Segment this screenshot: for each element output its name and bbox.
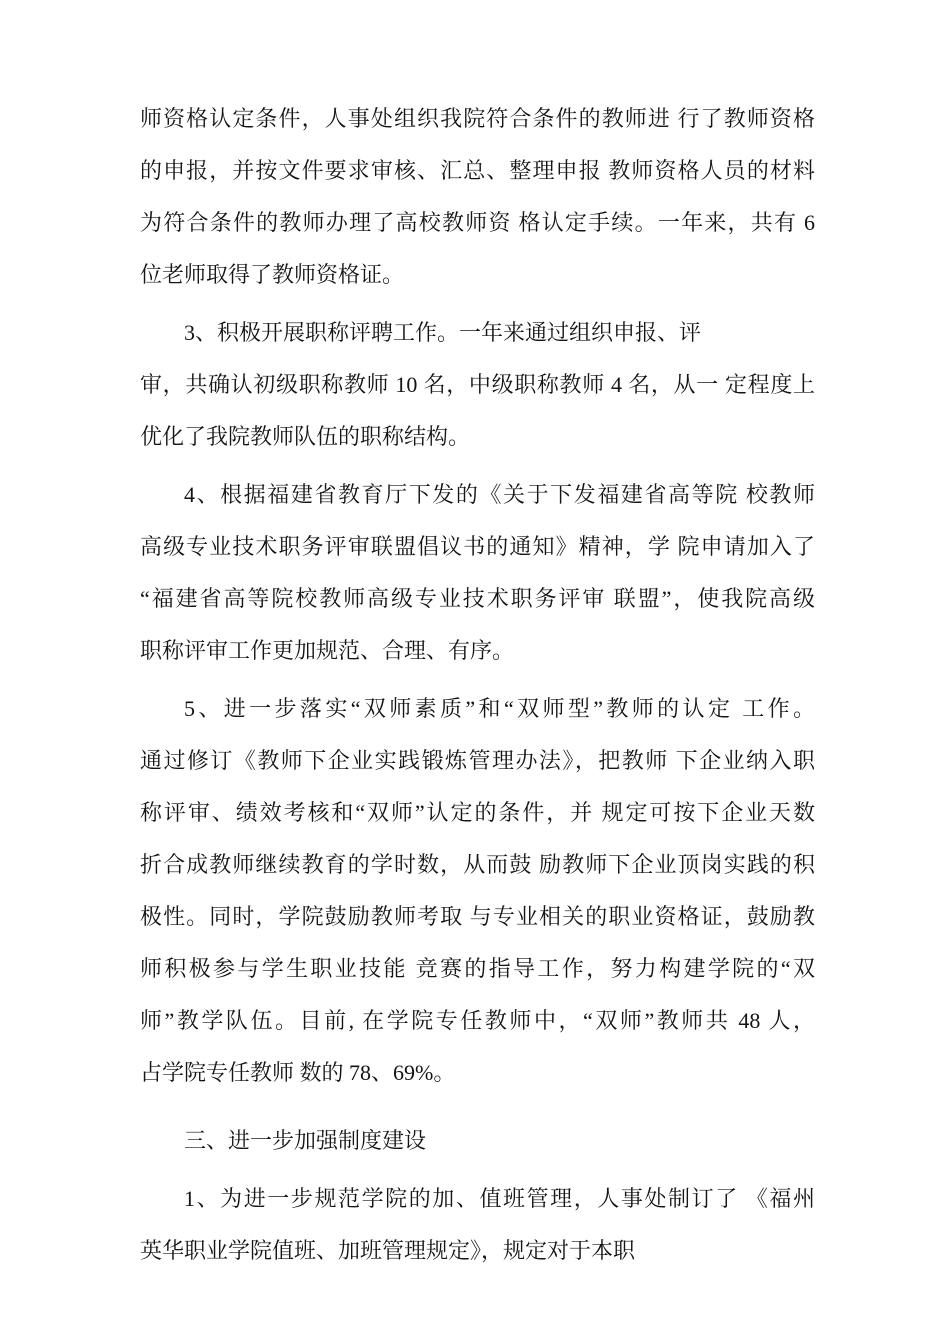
text-line: 师资格认定条件，人事处组织我院符合条件的教师进 行了教师资格 bbox=[140, 106, 815, 131]
text-line: 为符合条件的教师办理了高校教师资 格认定手续。一年来，共有 6 bbox=[140, 210, 815, 235]
paragraph-item-5 bbox=[140, 683, 815, 1099]
text-line: “福建省高等院校教师高级专业技术职务评审 联盟”，使我院高级 bbox=[140, 586, 815, 611]
text-line: 1、为进一步规范学院的加、值班管理，人事处制订了 《福州 bbox=[184, 1186, 815, 1211]
text-line: 师积极参与学生职业技能 竞赛的指导工作，努力构建学院的“双 bbox=[140, 956, 815, 981]
text-line: 师”教学队伍。目前, 在学院专任教师中，“双师”教师共 48 人， bbox=[140, 1008, 815, 1033]
text-line: 的申报，并按文件要求审核、汇总、整理申报 教师资格人员的材料 bbox=[140, 158, 815, 183]
text-line: 称评审、绩效考核和“双师”认定的条件，并 规定可按下企业天数 bbox=[140, 800, 815, 825]
section-heading-3 bbox=[140, 1115, 815, 1167]
text-line: 通过修订《教师下企业实践锻炼管理办法》，把教师 下企业纳入职 bbox=[140, 748, 815, 773]
text-line: 极性。同时，学院鼓励教师考取 与专业相关的职业资格证，鼓励教 bbox=[140, 904, 815, 929]
text-line: 4、根据福建省教育厅下发的《关于下发福建省高等院 校教师 bbox=[184, 482, 815, 507]
text-line: 职称评审工作更加规范、合理、有序。 bbox=[140, 638, 515, 663]
text-line: 优化了我院教师队伍的职称结构。 bbox=[140, 424, 471, 449]
paragraph-item-4 bbox=[140, 469, 815, 677]
paragraph-item-3 bbox=[140, 307, 815, 463]
paragraph-continuation bbox=[140, 93, 815, 301]
text-line: 位老师取得了教师资格证。 bbox=[140, 262, 405, 287]
text-line: 审，共确认初级职称教师 10 名，中级职称教师 4 名，从一 定程度上 bbox=[140, 372, 815, 397]
text-line: 占学院专任教师 数的 78、69%。 bbox=[140, 1060, 456, 1085]
text-line: 折合成教师继续教育的学时数，从而鼓 励教师下企业顶岗实践的积 bbox=[140, 852, 815, 877]
text-line: 高级专业技术职务评审联盟倡议书的通知》精神，学 院申请加入了 bbox=[140, 534, 815, 559]
text-line: 5、进一步落实“双师素质”和“双师型”教师的认定 工作。 bbox=[184, 696, 815, 721]
text-line: 3、积极开展职称评聘工作。一年来通过组织申报、评 bbox=[184, 320, 702, 345]
section-heading-text: 三、进一步加强制度建设 bbox=[184, 1128, 427, 1153]
text-line: 英华职业学院值班、加班管理规定》，规定对于本职 bbox=[140, 1238, 636, 1263]
paragraph-item-1 bbox=[140, 1173, 815, 1277]
